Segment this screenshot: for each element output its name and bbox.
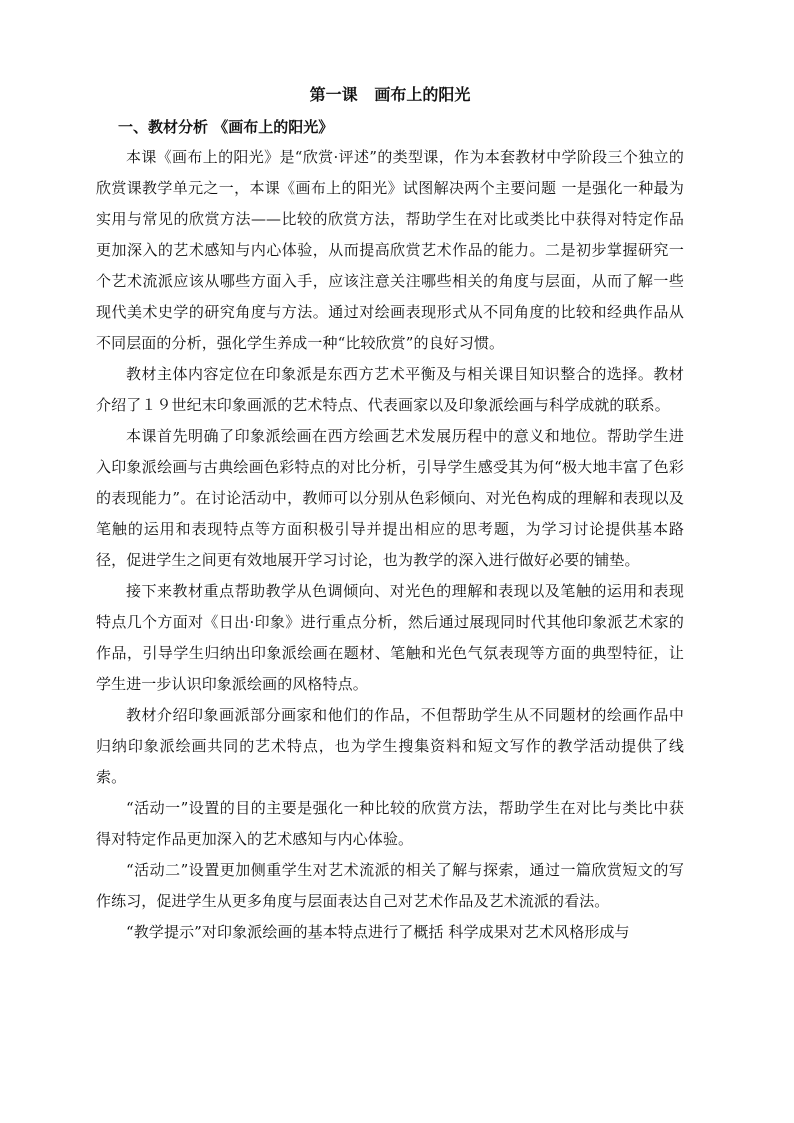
paragraph-1: 本课《画布上的阳光》是“欣赏·评述”的类型课，作为本套教材中学阶段三个独立的欣赏课教学单元之一，本课《画布上的阳光》试图解决两个主要问题 一是强化一种最为实用与常见的欣赏方法——比较的欣赏方法，帮助学生在对比或类比中获得对特定作品更加深入的艺术感知与内心体验，从而提高欣赏艺术作品的能力。二是初步掌握研究一个艺术流派应该从哪些方面入手，应该注意关注哪些相关的角度与层面，从而了解一些现代美术史学的研究角度与方法。通过对绘画表现形式从不同角度的比较和经典作品从不同层面的分析，强化学生养成一种“比较欣赏”的良好习惯。	[96, 148, 684, 352]
paragraph-7: “活动二”设置更加侧重学生对艺术流派的相关了解与探索，通过一篇欣赏短文的写作练习，促进学生从更多角度与层面表达自己对艺术作品及艺术流派的看法。	[96, 861, 684, 910]
document-title: 第一课 画布上的阳光	[309, 85, 471, 104]
paragraph-4: 接下来教材重点帮助教学从色调倾向、对光色的理解和表现以及笔触的运用和表现特点几个方面对《日出·印象》进行重点分析，然后通过展现同时代其他印象派艺术家的作品，引导学生归纳出印象派绘画在题材、笔触和光色气氛表现等方面的典型特征，让学生进一步认识印象派绘画的风格特点。	[96, 582, 684, 693]
paragraph-8: “教学提示”对印象派绘画的基本特点进行了概括 科学成果对艺术风格形成与	[126, 923, 630, 941]
paragraph-5: 教材介绍印象画派部分画家和他们的作品，不但帮助学生从不同题材的绘画作品中归纳印象派绘画共同的艺术特点，也为学生搜集资料和短文写作的教学活动提供了线索。	[96, 706, 684, 786]
section-heading: 一、教材分析 《画布上的阳光》	[118, 118, 334, 136]
paragraph-2: 教材主体内容定位在印象派是东西方艺术平衡及与相关课目知识整合的选择。教材介绍了１９世纪末印象画派的艺术特点、代表画家以及印象派绘画与科学成就的联系。	[96, 365, 684, 414]
paragraph-6: “活动一”设置的目的主要是强化一种比较的欣赏方法，帮助学生在对比与类比中获得对特定作品更加深入的艺术感知与内心体验。	[96, 799, 684, 848]
document-page	[96, 80, 684, 948]
paragraph-3: 本课首先明确了印象派绘画在西方绘画艺术发展历程中的意义和地位。帮助学生进入印象派绘画与古典绘画色彩特点的对比分析，引导学生感受其为何“极大地丰富了色彩的表现能力”。在讨论活动中，教师可以分别从色彩倾向、对光色构成的理解和表现以及笔触的运用和表现特点等方面积极引导并提出相应的思考题，为学习讨论提供基本路径，促进学生之间更有效地展开学习讨论，也为教学的深入进行做好必要的铺垫。	[96, 427, 684, 569]
